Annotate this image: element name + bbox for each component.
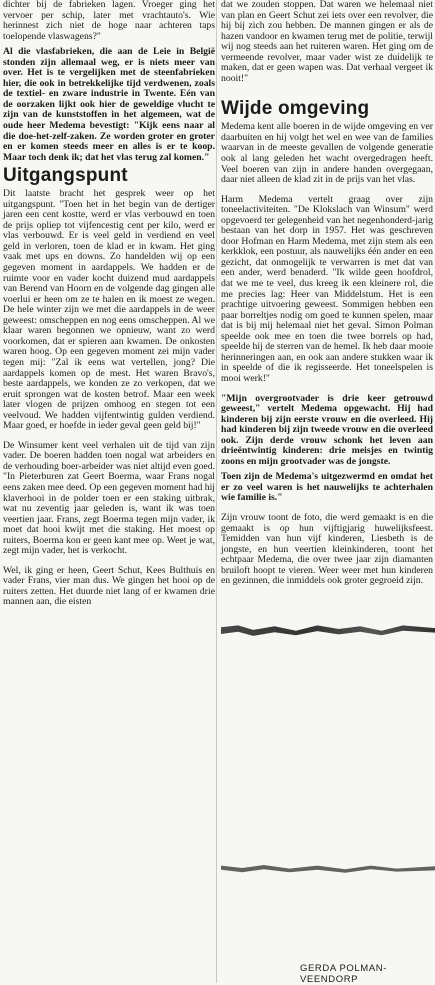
paragraph: dichter bij de fabrieken lagen. Vroeger ging het vervoer per schip, later met vrachtauto's. Wie herinnest zich niet de hoge naar achteren taps toelopende vlaswagens?" bbox=[3, 0, 215, 42]
right-column bbox=[221, 0, 433, 587]
paragraph: Zijn vrouw toont de foto, die werd gemaakt is en die gemaakt is op hun vijftigjarig huwelijksfeest. Temidden van hun vijf kinderen, Liesbeth is de jongste, en hun veertien kleinkinderen, toont het echtpaar Medema, die over twee jaar zijn diamanten bruiloft hoopt te vieren. Weer weer met hun kinderen en gezinnen, die inmiddels ook groter gegroeid zijn. bbox=[221, 511, 433, 587]
paragraph: Medema kent alle boeren in de wijde omgeving en ver daarbuiten en hij volgt het wel en wee van de families waarvan in de meeste gevallen de volgende generatie ook al lang geleden het wacht overgedragen heeft. Veel boeren van zijn in andere handen overgegaan, daar niet alleen de klad zit in de prijs van het vlas. bbox=[221, 121, 433, 186]
column-divider bbox=[216, 0, 217, 983]
paragraph: De Winsumer kent veel verhalen uit de tijd van zijn vader. De boeren hadden toen nogal wat arbeiders en de verhouding boer-arbeider was niet altijd even goed. "In Pieterburen zat Geert Boerma, waar Frans nogal eens zaken mee deed. Op een gegeven moment had hij klaverhooi in de polder toen er een staking uitbrak, wat nu zeventig jaar geleden is, want ik was toen veertien jaar. Frans, zegt Boerma tegen mijn vader, ik moet dat hooi kwijt met die staking. Het moest op ruiters, Boerma kon er geen kant mee op. Weet je wat, zegt mijn vader, het is verkocht. bbox=[3, 439, 215, 557]
torn-paper-mark bbox=[221, 862, 435, 874]
author-byline: GERDA POLMAN-VEENDORP bbox=[300, 963, 387, 985]
paragraph-bold: Al die vlasfabrieken, die aan de Leie in België stonden zijn allemaal weg, er is niets meer van over. Het is te vergelijken met de steenfabrieken hier, die ook in betrekkelijke tijd verdwenen, zoals de textiel- en zware industrie in Twente. Eén van de oorzaken lijkt ook hier de geweldige vlucht te zijn van de kunststoffen in het algemeen, wat de oude heer Medema bevestigt: "Kijk eens naar al die doe-het-zelf-zaken. Ze worden groter en groter en er komen steeds meer en alles is er te koop. Maar toch denk ik; dat het vlas terug zal komen." bbox=[3, 46, 215, 163]
left-column bbox=[3, 0, 215, 608]
paragraph: Dit laatste bracht het gesprek weer op het uitgangspunt. "Toen het in het begin van de dertiger jaren een cent kostte, werd er vlas verbouwd en toen de prijs opliep tot vijfencestig cent per kilo, werd er vlas verbouwd. Er is veel geld in verdiend en veel geld in verloren, toen de klad er in kwam. Het ging vaak met ups en downs. Zo handelden wij op een gegeven moment in aardappels. We hadden er de ruimte voor en vader kocht duizend mud aardappels van Berend van Hoorn en de volgende dag gingen alle voerlui er heen om ze te halen en ik moest ze wegen. De hele winter zijn we met die aardappels in de weer geweest: omscheppen en nog eens omscheppen. Al we klaar waren begonnen we opnieuw, want zo werd voorkomen, dat er spieren aan kwamen. De onkosten waren hoog. Op een gegeven moment zei mijn vader tegen mij: "Zal ik eens wat vertellen, jong? Die aardappels komen op de mest. Het waren Bravo's, beste aardappels, we konden ze zo verkopen, dat we eruit sprongen wat de kosten betrof. Maar een week later vlogen de prijzen omhoog en stegen tot een veelvoud. We hadden vijfentwintig gulden verdiend. Maar goed, er hoefde in ieder geval geen geld bij!" bbox=[3, 188, 215, 432]
paragraph: Harm Medema vertelt graag over zijn toneelactiviteiten. "De Klokslach van Winsum" werd opgevoerd ter gelegenheid van het negenhonderd-jarig bestaan van het dorp in 1957. Het was geschreven door Hofman en Harm Medema, met zijn stem als een kerkklok, een postuur, als nauwelijks één ander en een gezicht, dat onmogelijk te verwarren is met dat van een ander, werd benaderd. "Ik wilde geen hoofdrol, dat we me te veel, dus kreeg ik een kleinere rol, die me precies lag: Heer van Middelstum. Het is een prachtige uitvoering geweest. Sommigen hebben een paar borreltjes nodig om goed te kunnen spelen, maar dat is bij mij helemaal niet het geval. Simon Polman speelde ook mee en toen die twee borrels op had, speelde hij de sterren van de hemel. Ik heb daar mooie herinneringen aan, en ook aan andere stukken waar ik in speelde of die ik regisseerde. Het toneelspelen is mooi werk!" bbox=[221, 193, 433, 384]
paragraph-bold: "Mijn overgrootvader is drie keer getrouwd geweest," vertelt Medema opgewacht. Hij had kinderen bij zijn eerste vrouw en die overleed. Hij had kinderen bij zijn tweede vrouw en die overleed ook. Zijn derde vrouw schonk het leven aan drieëntwintig kinderen: drie meisjes en twintig zoons en mijn grootvader was de jongste. bbox=[221, 392, 433, 467]
paragraph: Wel, ik ging er heen, Geert Schut, Kees Bulthuis en vader Frans, vier man dus. We gingen het hooi op de ruiters zetten. Het duurde niet lang of er kwamen drie mannen aan, die eisten bbox=[3, 564, 215, 608]
subheading: Uitgangspunt bbox=[3, 165, 128, 187]
torn-paper-mark bbox=[221, 620, 435, 638]
paragraph: dat we zouden stoppen. Dat waren we helemaal niet van plan en Geert Schut zei iets over een revolver, die hij bij zich zou hebben. De mannen gingen er als de hazen vandoor en kwamen terug met de politie, terwijl wij nog steeds aan het ruiteren waren. Het ging om de vermeende revolver, maar vader wist ze duidelijk te maken, dat er geen wapen was. Dat verhaal vergeet ik nooit!" bbox=[221, 0, 433, 84]
subheading: Wijde omgeving bbox=[221, 98, 370, 120]
paragraph-bold: Toen zijn de Medema's uitgezwermd en omdat het er zo veel waren is het nauwelijks te achterhalen wie familie is." bbox=[221, 471, 433, 504]
